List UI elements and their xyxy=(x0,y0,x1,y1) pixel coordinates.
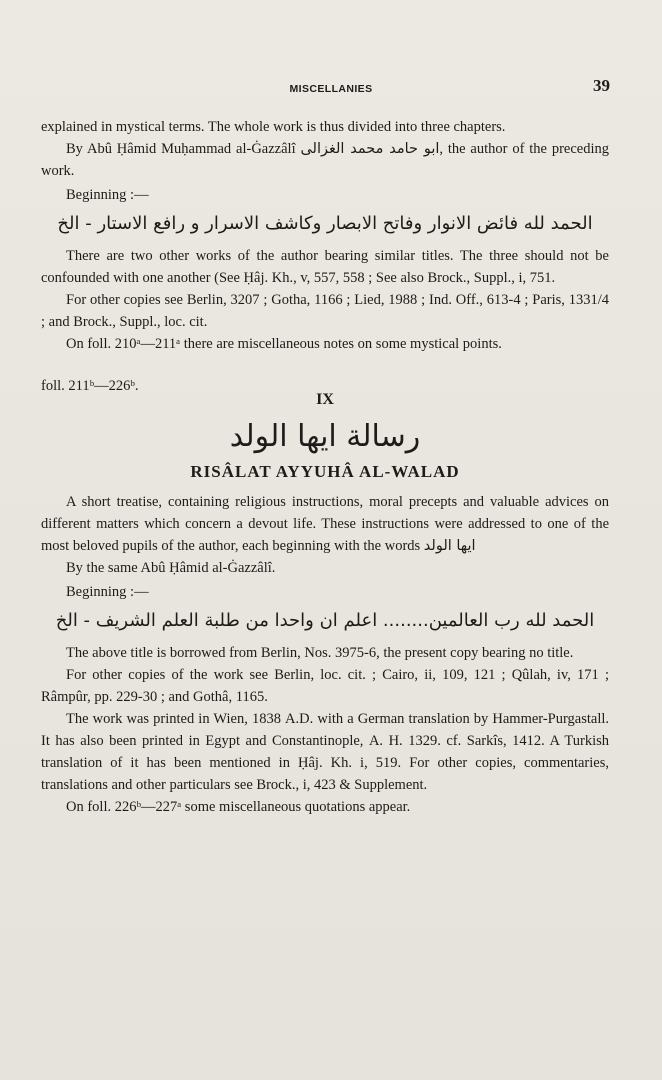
folio-range: foll. 211ᵇ—226ᵇ. xyxy=(41,378,139,394)
printing-ah: A. H. xyxy=(368,733,403,749)
printing-text-c: 1329. cf. Sarkîs, 1412. A Turkish translation of it has been mentioned in Ḥâj. Kh. i, 519. For other copies, commentaries, translations and other particulars see Brock., i, 423 & Supplement. xyxy=(41,733,610,793)
printing-ad: A.D. xyxy=(285,711,314,727)
beginning-arabic-text-2: الحمد لله رب العالمين........ اعلم ان واحدا من طلبة العلم الشريف - الخ xyxy=(55,610,595,631)
running-title: MISCELLANIES xyxy=(289,83,373,95)
paragraph-description xyxy=(41,491,609,557)
paragraph-quotations: On foll. 226ᵇ—227ᵃ some miscellaneous quotations appear. xyxy=(66,799,411,815)
page-number: 39 xyxy=(593,76,610,95)
printing-text-a: The work was printed in Wien, 1838 xyxy=(66,711,281,727)
paragraph-miscellaneous-notes: On foll. 210ᵃ—211ᵃ there are miscellaneous notes on some mystical points. xyxy=(66,336,502,352)
section-title: RISÂLAT AYYUHÂ AL-WALAD xyxy=(190,462,460,481)
paragraph-other-copies-2: For other copies of the work see Berlin, loc. cit. ; Cairo, ii, 109, 121 ; Qûlah, iv, 171 ; Râmpûr, pp. 229-30 ; and Gothâ, 1165. xyxy=(41,667,609,705)
author-arabic-name: ابو حامد محمد الغزالی xyxy=(300,141,440,157)
beginning-label: Beginning :— xyxy=(66,187,149,203)
author-suffix: , the author of the preceding work. xyxy=(41,141,609,179)
paragraph-same-author: By the same Abû Ḥâmid al-Ġazzâlî. xyxy=(66,560,276,576)
paragraph-similar-works: There are two other works of the author bearing similar titles. The three should not be confounded with one another (See Ḥâj. Kh., v, 557, 558 ; See also Brock., Suppl., i, 751. xyxy=(41,248,609,286)
paragraph-title-source: The above title is borrowed from Berlin, Nos. 3975-6, the present copy bearing no title. xyxy=(66,645,574,661)
paragraph-author xyxy=(41,138,609,182)
description-text: A short treatise, containing religious instructions, moral precepts and valuable advices on different matters which concern a devout life. These instructions were addressed to one of the most beloved pupils of the author, each beginning with the words xyxy=(41,494,609,554)
beginning-arabic-text: الحمد لله فائض الانوار وفاتح الابصار وكاشف الاسرار و رافع الاستار - الخ xyxy=(57,213,593,234)
beginning-label-2: Beginning :— xyxy=(66,584,149,600)
page-body xyxy=(41,116,609,818)
printing-text-b: with a German translation by Hammer-Purgastall. It has also been printed in Egypt and Constantinople, xyxy=(41,711,610,749)
description-arabic-words: ايها الولد xyxy=(423,538,476,554)
section-arabic-title: رسالة ايها الولد xyxy=(229,419,421,454)
section-number: IX xyxy=(316,391,334,408)
author-latin-name: By Abû Ḥâmid Muḥammad al-Ġazzâlî xyxy=(66,141,296,157)
paragraph-printing-info xyxy=(41,708,609,796)
paragraph-continuation: explained in mystical terms. The whole work is thus divided into three chapters. xyxy=(41,119,506,135)
paragraph-other-copies: For other copies see Berlin, 3207 ; Gotha, 1166 ; Lied, 1988 ; Ind. Off., 613-4 ; Paris, 1331/4 ; and Brock., Suppl., loc. cit. xyxy=(41,292,609,330)
